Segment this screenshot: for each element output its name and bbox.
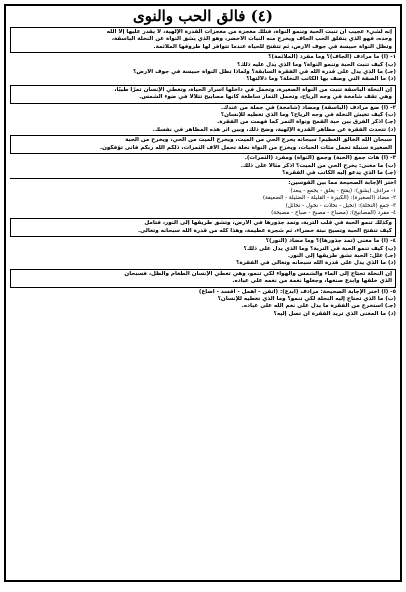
passage-box-3 [10, 135, 396, 154]
question-line: ٥- (أ) اختر الإجابة الصحيحة: مرادف (أبدع): (أتقن - أهمل - أفسد - أضاع) [198, 288, 396, 295]
question-line: (د) ما المعنى الذي تريد الفقرة أن تصل إليه؟ [273, 310, 396, 317]
question-line: ٣- (أ) هات جمع (الحبة) وجمع (النواة) ومفرد (الثمرات). [244, 155, 396, 162]
choices-group [10, 180, 396, 217]
question-line: (جـ) ما الذي يدعو إليه الكاتب في الفقرة؟ [282, 169, 396, 176]
page-title: (٤) فالق الحب والنوى [133, 7, 273, 25]
passage-line: إنه لشيء عجيب أن تنبت الحبة وتنمو النواة، فتلك معجزة من معجزات القدرة الإلهية، لا يقدر عليها إلا الله [106, 29, 392, 35]
passage-line: إن النخلة الباسقة تنبت من النواة الصغيرة، وتحمل في داخلها أسرار الحياة، وتعطي الإنسان تمرًا طيبًا، [114, 86, 392, 93]
passage-line: وهي تقف شامخة في وجه الرياح، وتحمل الثمار ساطعة كأنها مصابيح تتلألأ في ضوء الشمس. [139, 94, 392, 101]
choice-line: ١- مرادف (يشق): (يفتح - يغلق - يجمع - يبعد) [290, 187, 396, 194]
question-line: (ب) كيف تنمو الحبة في التربة؟ وما الذي يدل على ذلك؟ [243, 245, 396, 252]
questions-group-1 [10, 54, 396, 84]
passage-line: الذي خلقها وأبدع صنعها، وجعلها نعمة من نعمه على عباده. [232, 278, 392, 285]
question-line: (ب) كيف تعيش النخلة في وجه الرياح؟ وما الذي تعطيه للإنسان؟ [220, 112, 396, 119]
choice-line: ٣- جمع (النخلة): (نخيل - نخلات - نخول - نخائل) [285, 202, 396, 209]
passage-line: إن النخلة تحتاج إلى الماء والشمس والهواء لكي تنمو، وهي تعطي الإنسان الطعام والظل، فسبحان [124, 270, 392, 277]
questions-group-2 [10, 105, 396, 135]
choice-line: ٢- مضاد (الصغيرة): (الكبيرة - القليلة - الضئيلة - الضعيفة) [262, 195, 396, 202]
question-line: ١- (أ) ما مرادف (الجاف)؟ وما مفرد (الملائمة)؟ [268, 54, 396, 61]
worksheet-content [6, 27, 400, 318]
question-line: (جـ) ما الذي يدل على قدرة الله في الفقرة السابقة؟ ولماذا تظل النواة حبيسة في جوف الأرض؟ [133, 69, 396, 76]
worksheet-page [4, 4, 402, 582]
question-line: (ب) كيف تنبت الحبة وتنمو النواة؟ وما الذي يدل عليه ذلك؟ [237, 61, 396, 68]
question-line: (د) ما الذي يدل على قدرة الله سبحانه وتعالى في الفقرة؟ [236, 260, 396, 267]
question-line: (د) تتحدث الفقرة عن مظاهر القدرة الإلهية، وضح ذلك، وبين أثر هذه المظاهر في نفسك. [152, 126, 396, 133]
passage-line: وتظل النواة حبيسة في جوف الأرض، ثم تتفتح للحياة عندما تتوافر لها ظروفها الملائمة. [153, 43, 392, 50]
choices-heading: اختر الإجابة الصحيحة مما بين القوسين: [288, 180, 396, 187]
choice-line: ٤- مفرد (المصابيح): (مصباح - مصبح - صباح - مصبحة) [271, 209, 396, 216]
question-line: (ب) ما الذي تحتاج إليه النخلة لكي تنمو؟ وما الذي تعطيه للإنسان؟ [217, 296, 396, 302]
passage-line: سبحان الله الخالق العظيم! سبحانه يخرج الحي من الميت، ويخرج الميت من الحي، ويخرج من الحبة [125, 137, 392, 144]
questions-group-5 [10, 289, 396, 319]
questions-group-3 [10, 155, 396, 177]
question-line: ٤- (أ) ما معنى (تمد جذورها)؟ وما مضاد (النور)؟ [265, 238, 396, 245]
question-line: (ب) ما معنى: يخرج الحي من الميت؟ اذكر مثالًا على ذلك. [240, 162, 396, 169]
question-line: ٢- (أ) ضع مرادف (الباسقة) ومضاد (شامخة) في جملة من عندك. [220, 104, 396, 111]
passage-box-2 [10, 85, 396, 104]
passage-box-5 [10, 269, 396, 288]
section-divider [10, 178, 396, 179]
passage-line: وكذلك تنمو الحبة في قلب التربة، وتمد جذورها في الأرض، وتشق طريقها إلى النور، فتأمل [144, 220, 392, 227]
question-line: (جـ) استخرج من الفقرة ما يدل على نعم الله على عباده. [241, 303, 396, 310]
passage-line: الصغيرة سنبلة تحمل مئات الحبات، ويخرج من النواة نخلة تحمل آلاف الثمرات، ذلكم الله ربكم فأنى تؤفكون. [100, 144, 392, 151]
question-line: (د) ما الصفة التي وصف بها الكاتب النخلة؟ وما دلالتها؟ [246, 76, 396, 83]
question-line: (جـ) اذكر الفرق بين حبة القمح ونواة التمر كما فهمت من الفقرة. [217, 119, 396, 126]
passage-box-1 [10, 27, 396, 53]
passage-line: وحده، فهو الذي ينفلق الحب الجاف ويخرج منه النبات الأخضر، وهو الذي يشق النواة عن النخلة الباسقة، [111, 36, 392, 43]
passage-box-4 [10, 218, 396, 237]
questions-group-4 [10, 238, 396, 268]
title-bar [6, 6, 400, 26]
passage-line: كيف تتفتح الحبة وتصبح نبتة خضراء، ثم شجرة عظيمة، وهذا كله من قدرة الله سبحانه وتعالى. [137, 227, 392, 234]
question-line: (جـ) علل: الحبة تشق طريقها إلى النور. [287, 252, 396, 259]
